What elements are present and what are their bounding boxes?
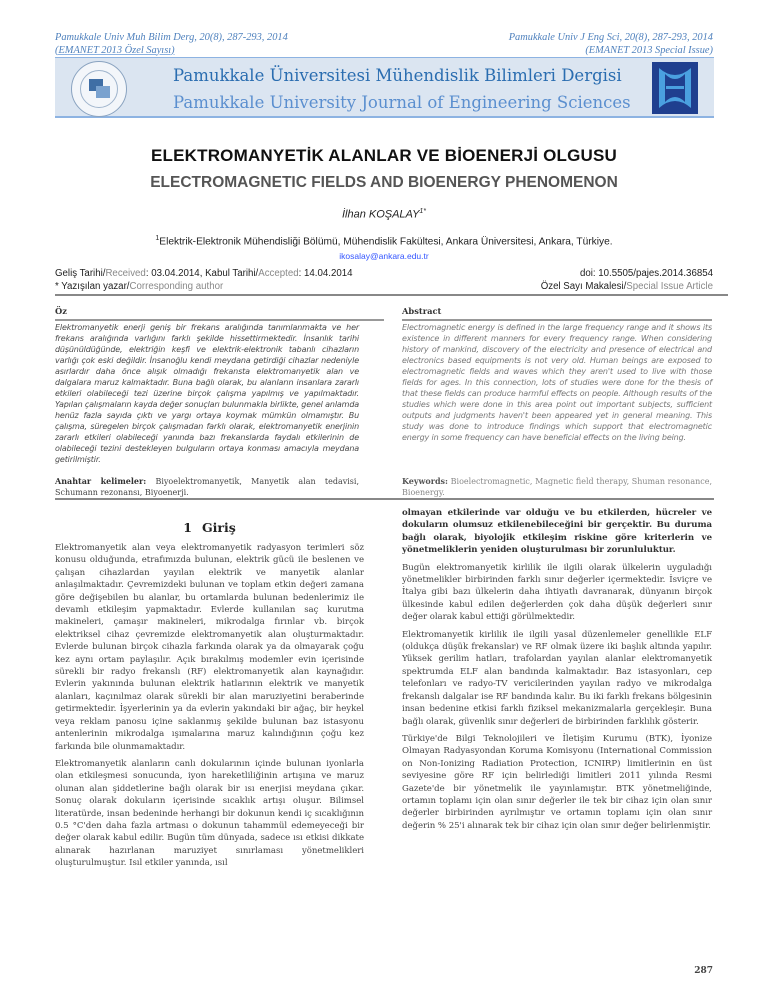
abstract-tr-heading: Öz <box>55 306 67 316</box>
paragraph: Türkiye'de Bilgi Teknolojileri ve İletişim Kurumu (BTK), İyonize Olmayan Radyasyondan Koruma Komisyonu (International Commission on Non-Ionizing Radiation Protection, ICNIRP) limitlerinin en üst seviyesine göre RF için belirlediği limitleri 2011 yılında Resmi Gazete'de bir yönetmelik ile yayınlamıştır. BTK yönetmeliğinde, ortamın toplamı için olan sınır değerler ile tek bir cihaz için olan sınır değerler birbirinden ayrılmıştır ve ortamın toplamı için olan sınır değerin % 25'i alınarak tek bir cihaz için olan sınır değer belirlenmiştir. <box>402 733 712 831</box>
paragraph: Elektromanyetik alanların canlı dokularının içinde bulunan iyonlarla olan etkileşmesi sonucunda, iyon hareketliliğinin artışına ve maruz olunan alan şiddetlerine bağlı olarak bir ısı enerjisi meydana çıkar. Sonuç olarak dokuların içerisinde sıcaklık artışı oluşur. Bilimsel literatürde, insan bedeninde herhangi bir dokunun kendi iç sıcaklığının 0.5 °C'den daha fazla artması o dokunun tahammül edemeyeceği bir değer olarak kabul edilir. Bugün tüm dünyada, sadece ısı etkisi dikkate alınarak hazırlanan maruziyet sınırlaması yönetmelikleri oluşturulmuştur. Isıl etkiler yanında, ısıl <box>55 758 364 869</box>
running-head-right-issue: (EMANET 2013 Special Issue) <box>585 44 713 56</box>
author-sup: 1* <box>419 208 427 215</box>
abstract-tr-rule <box>55 319 384 321</box>
keywords-tr-rule <box>55 498 384 500</box>
corresponding-label-en: Corresponding author <box>129 281 224 292</box>
body-column-right <box>402 507 712 837</box>
author-email-link[interactable]: ikosalay@ankara.edu.tr <box>339 251 429 261</box>
page-number: 287 <box>694 966 713 976</box>
keywords-en-rule <box>384 498 714 500</box>
meta-divider <box>55 294 728 296</box>
section-number: 1 <box>183 520 192 535</box>
article-title-tr: ELEKTROMANYETİK ALANLAR VE BİOENERJİ OLGUSU <box>150 146 618 165</box>
running-head-right-citation: Pamukkale Univ J Eng Sci, 20(8), 287-293, 2014 <box>508 32 713 43</box>
article-dates <box>55 267 353 293</box>
running-head-right <box>509 32 713 57</box>
body-column-left <box>55 542 364 875</box>
received-label-tr: Geliş Tarihi/ <box>55 268 106 279</box>
doi[interactable]: doi: 10.5505/pajes.2014.36854 <box>579 268 713 279</box>
received-label-en: Received <box>105 268 146 279</box>
faculty-seal-icon <box>71 61 127 117</box>
article-type-en: Special Issue Article <box>626 281 713 292</box>
keywords-tr-list: Biyoelektromanyetik, Manyetik alan tedavisi, Schumann rezonansı, Biyoenerji. <box>55 477 360 497</box>
accepted-label-en: Accepted <box>258 268 299 279</box>
pau-logo-icon <box>652 62 698 114</box>
journal-title-en: Pamukkale University Journal of Engineering Sciences <box>173 93 631 112</box>
paragraph: Bugün elektromanyetik kirlilik ile ilgili olarak ülkelerin uyguladığı yönetmelikler birbirinden farklı sınır değerler içermektedir. İsviçre ve İtalya gibi bazı ülkelerin daha ihtiyatlı davranarak, dünyanın birçok ülkesinde kabul edilen değerlerden çok daha düşük değerleri sınır değer olarak kabul ettiği görülmektedir. <box>402 562 712 623</box>
abstract-tr-text: Elektromanyetik enerji geniş bir frekans aralığında tanımlanmakta ve her frekans aralığında varlığını farklı şekilde hissettirmektedir. İnsanlık tarihi düşünüldüğünde, elektriğin keşfi ve elektrik-elektronik tabanlı cihazların varlığı çok eski değildir. İnsanoğlu kendi meydana getirdiği cihazlar nedeniyle asırlardır daha önce alışık olmadığı frekansta elektromanyetik alan ve dalgalara maruz kalmaktadır. Buna bağlı olarak, bu alanların insanlara zararlı etkileri olabileceği tezi üzerine birçok çalışma yapılmış ve yapılmaktadır. Yapılan çalışmaların kayda değer sonuçları bulunmakla birlikte, genel anlamda henüz fazla sayıda çıktı ve yargı ortaya koymak mümkün olmamıştır. Bu çalışma, süregelen birçok çalışmadan farklı olarak, elektromanyetik enerjinin zararlı etkileri olabileceği yanında bazı frekanslarda faydalı etkilerinin de olabileceği tezini destekleyen bulguların ortaya konması amacıyla meydana getirilmiştir. <box>55 323 359 464</box>
journal-title-tr: Pamukkale Üniversitesi Mühendislik Bilimleri Dergisi <box>173 66 622 85</box>
corresponding-label-tr: * Yazışılan yazar/ <box>55 281 130 292</box>
article-title-en: ELECTROMAGNETIC FIELDS AND BIOENERGY PHENOMENON <box>150 174 618 191</box>
author <box>0 208 768 221</box>
abstract-en-text: Electromagnetic energy is defined in the large frequency range and it shows its existence in different manners for every frequency range. When considering history of mankind, discovery of the electricity and presence of electrical and electronics based equipments is not very old. Human beings are exposed to electromagnetic fields and waves which they aren't used to live with those fields for ages. In this connection, lots of studies were done for the thesis of that these fields can produce harmful effects on people. Although results of the studies which were done in this area point out important subjects, sufficient outputs and judgments haven't been appeared yet in general meaning. This study was done to introduce findings which support that electromagnetic energy in some frequency can have beneficial effects on the living being. <box>402 323 712 442</box>
section-heading-introduction <box>55 520 364 535</box>
section-title: Giriş <box>201 520 236 535</box>
running-head-left <box>55 32 288 57</box>
accepted-label-tr: Kabul Tarihi/ <box>205 268 259 279</box>
affiliation <box>0 235 768 247</box>
paragraph: olmayan etkilerinde var olduğu ve bu etkilerden, hücreler ve dokuların olumsuz etkilenebileceğini bir gerçektir. Bu duruma bağlı olarak, biyolojik etkileşim riskine göre kriterlerin ve yönetmeliklerin yeniden oluşturulması bir zorunluluktur. <box>402 508 712 556</box>
keywords-en-list: Bioelectromagnetic, Magnetic field therapy, Shuman resonance, Bioenergy. <box>402 477 712 497</box>
affiliation-text: Elektrik-Elektronik Mühendisliği Bölümü, Mühendislik Fakültesi, Ankara Üniversitesi, Ankara, Türkiye. <box>159 236 613 248</box>
keywords-tr-label: Anahtar kelimeler: <box>55 476 147 486</box>
abstract-en-rule <box>402 319 712 321</box>
article-identifiers <box>541 267 713 293</box>
affiliation-sup: 1 <box>155 235 160 242</box>
keywords-en-label: Keywords: <box>402 476 449 486</box>
received-date: : 03.04.2014, <box>145 268 206 279</box>
running-head-left-citation: Pamukkale Univ Muh Bilim Derg, 20(8), 287-293, 2014 <box>55 32 288 43</box>
paragraph: Elektromanyetik kirlilik ile ilgili yasal düzenlemeler genellikle ELF (oldukça düşük frekanslar) ve RF olmak üzere iki başlık altında yapılır. Yüksek gerilim hatları, trafolardan yayılan alanlar elektromanyetik spektrumda ELF alan bandında kalmaktadır. Baz istasyonları, cep telefonları ve radyo-TV vericilerinden yayılan radyo ve mikrodalga frekanslı dalgalar ise RF bandında kalır. Bu iki farklı frekans bölgesinin insan bedenine etkisi farklı fiziksel mekanizmalarla gerçekleşir. Buna bağlı olarak, güvenlik sınır değerleri de birbirinden farklılık gösterir. <box>402 629 712 727</box>
keywords-en <box>402 476 712 498</box>
author-name: İlhan KOŞALAY <box>341 208 420 221</box>
accepted-date: : 14.04.2014 <box>298 268 353 279</box>
abstract-en-heading: Abstract <box>402 306 442 316</box>
paragraph: Elektromanyetik alan veya elektromanyetik radyasyon terimleri söz konusu olduğunda, etrafımızda bulunan, elektrik gücü ile beslenen ve çalışan cihazlardan yayılan elektrik ve manyetik alanlar anlaşılmaktadır. Çevremizdeki bulunan ve toplam etkin değeri zamana göre değişebilen bu alanlar, bu ortamlarda bulunan bedenlerimiz ile devamlı etkileşim yapmaktadır. Evlerde kullanılan saç kurutma makineleri, çamaşır makineleri, mikrodalga fırınlar vb. birçok elektriksel cihaz çevremizde elektromanyetik alan oluşturmaktadır. Evlerde bulunan birçok cihazla farkında olarak ya da olmayarak çoğu kez aynı ortam paylaşılır. Açık bırakılmış modemler evin içerisinde sürekli bir radyo frekanslı (RF) elektromanyetik alan kaynağıdır. Evlerin yakınında bulunan elektrik hatlarının elektrik ve manyetik alanları, kaçınılmaz olarak sürekli bir alan maruziyetini beraberinde getirmektedir. İşyerlerinin ya da evlerin yakındaki bir ağaç, bir heykel veya reklam panosu içine saklanmış şekilde bulunan baz istasyonu antenlerinin mikrodalga ışımalarına maruz kalındığının çoğu kez farkında bile olunmamaktadır. <box>55 543 364 752</box>
running-head-left-issue: (EMANET 2013 Özel Sayısı) <box>55 44 175 56</box>
journal-banner <box>55 57 714 118</box>
keywords-tr <box>55 476 359 498</box>
article-type-tr: Özel Sayı Makalesi/ <box>540 281 627 292</box>
